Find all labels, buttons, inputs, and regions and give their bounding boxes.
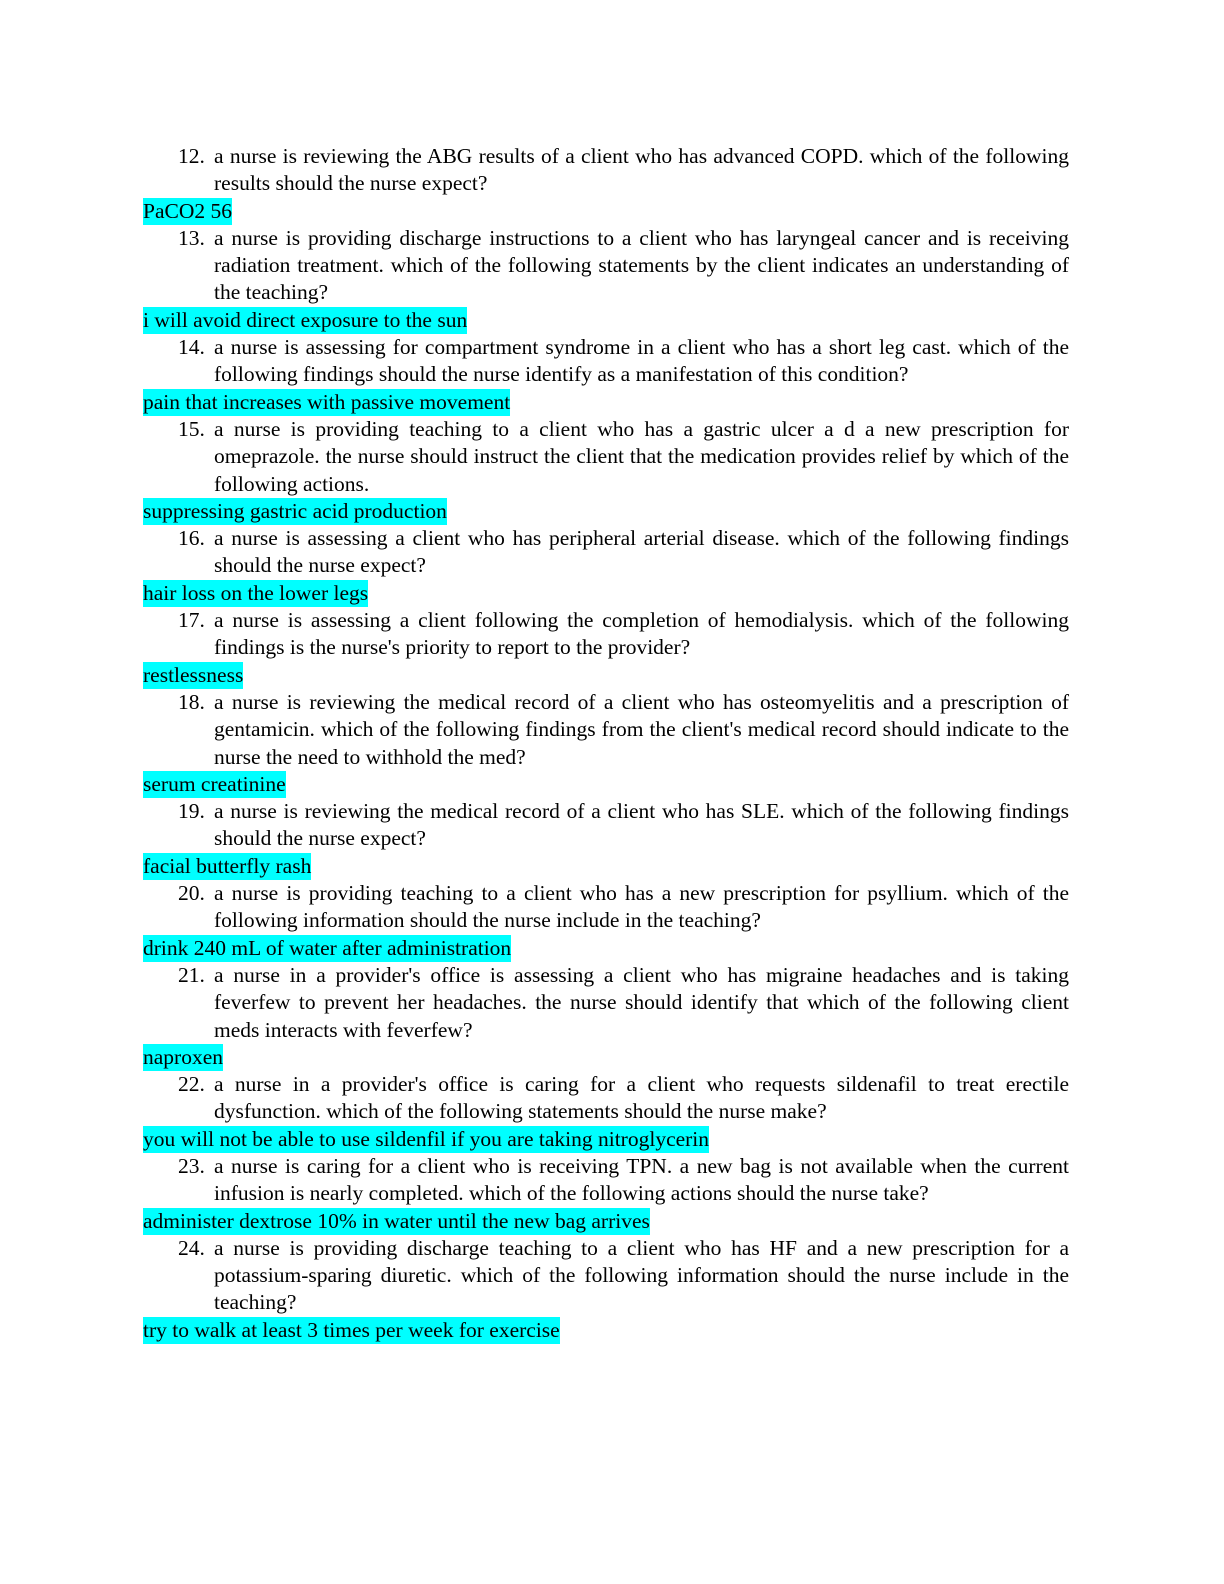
question-text: a nurse is reviewing the medical record of a client who has SLE. which of the following findings should the nurse expect?: [214, 799, 1069, 851]
question-text: a nurse is assessing for compartment syndrome in a client who has a short leg cast. which of the following findings should the nurse identify as a manifestation of this condition?: [214, 335, 1069, 387]
question-text: a nurse is assessing a client who has peripheral arterial disease. which of the following findings should the nurse expect?: [214, 526, 1069, 578]
highlighted-answer: you will not be able to use sildenfil if you are taking nitroglycerin: [143, 1126, 710, 1151]
question-item: [143, 1071, 1069, 1153]
highlighted-answer: try to walk at least 3 times per week for exercise: [143, 1317, 560, 1342]
highlighted-answer: administer dextrose 10% in water until the new bag arrives: [143, 1208, 650, 1233]
answer-block: [143, 198, 1069, 225]
question-block: [143, 962, 1069, 1044]
question-number: 21.: [178, 962, 205, 987]
question-item: [143, 225, 1069, 334]
answer-block: [143, 580, 1069, 607]
highlighted-answer: serum creatinine: [143, 771, 286, 796]
question-block: [143, 334, 1069, 389]
question-number: 23.: [178, 1153, 205, 1178]
question-item: [143, 798, 1069, 880]
question-number: 20.: [178, 881, 205, 906]
answer-block: [143, 1044, 1069, 1071]
question-block: [143, 689, 1069, 771]
question-number: 22.: [178, 1072, 205, 1097]
question-number: 16.: [178, 526, 205, 551]
question-text: a nurse is reviewing the ABG results of a client who has advanced COPD. which of the following results should the nurse expect?: [214, 144, 1069, 196]
answer-block: [143, 935, 1069, 962]
answer-block: [143, 307, 1069, 334]
answer-block: [143, 1208, 1069, 1235]
question-item: [143, 880, 1069, 962]
highlighted-answer: drink 240 mL of water after administration: [143, 935, 512, 960]
question-block: [143, 225, 1069, 307]
question-item: [143, 416, 1069, 525]
question-item: [143, 962, 1069, 1071]
document-page: [143, 143, 1069, 1344]
question-number: 17.: [178, 608, 205, 633]
answer-block: [143, 771, 1069, 798]
question-text: a nurse is reviewing the medical record of a client who has osteomyelitis and a prescription of gentamicin. which of the following findings from the client's medical record should indicate to the nurse the need to withhold the med?: [214, 689, 1069, 769]
answer-block: [143, 1317, 1069, 1344]
highlighted-answer: PaCO2 56: [143, 198, 232, 223]
question-block: [143, 798, 1069, 853]
question-block: [143, 416, 1069, 498]
highlighted-answer: pain that increases with passive movement: [143, 389, 511, 414]
question-item: [143, 607, 1069, 689]
question-item: [143, 525, 1069, 607]
question-text: a nurse is providing teaching to a client who has a new prescription for psyllium. which of the following information should the nurse include in the teaching?: [214, 881, 1069, 933]
highlighted-answer: suppressing gastric acid production: [143, 498, 447, 523]
question-text: a nurse is providing discharge teaching to a client who has HF and a new prescription for a potassium-sparing diuretic. which of the following information should the nurse include in the teaching?: [214, 1235, 1069, 1315]
highlighted-answer: naproxen: [143, 1044, 223, 1069]
question-number: 19.: [178, 799, 205, 824]
question-item: [143, 143, 1069, 225]
question-block: [143, 1071, 1069, 1126]
question-block: [143, 880, 1069, 935]
highlighted-answer: i will avoid direct exposure to the sun: [143, 307, 468, 332]
question-number: 24.: [178, 1235, 205, 1260]
question-item: [143, 689, 1069, 798]
question-item: [143, 1235, 1069, 1344]
question-number: 13.: [178, 225, 205, 250]
answer-block: [143, 1126, 1069, 1153]
question-block: [143, 1235, 1069, 1317]
question-item: [143, 334, 1069, 416]
question-item: [143, 1153, 1069, 1235]
question-text: a nurse in a provider's office is assessing a client who has migraine headaches and is taking feverfew to prevent her headaches. the nurse should identify that which of the following client meds interacts with feverfew?: [214, 962, 1069, 1042]
highlighted-answer: facial butterfly rash: [143, 853, 312, 878]
answer-block: [143, 498, 1069, 525]
question-block: [143, 1153, 1069, 1208]
question-block: [143, 607, 1069, 662]
question-number: 12.: [178, 144, 205, 168]
question-number: 18.: [178, 689, 205, 714]
question-block: [143, 143, 1069, 198]
answer-block: [143, 853, 1069, 880]
answer-block: [143, 389, 1069, 416]
question-text: a nurse in a provider's office is caring for a client who requests sildenafil to treat erectile dysfunction. which of the following statements should the nurse make?: [214, 1072, 1069, 1124]
highlighted-answer: restlessness: [143, 662, 244, 687]
question-text: a nurse is providing discharge instructions to a client who has laryngeal cancer and is receiving radiation treatment. which of the following statements by the client indicates an understanding of the teaching?: [214, 225, 1069, 305]
highlighted-answer: hair loss on the lower legs: [143, 580, 369, 605]
question-text: a nurse is caring for a client who is receiving TPN. a new bag is not available when the current infusion is nearly completed. which of the following actions should the nurse take?: [214, 1153, 1069, 1206]
question-text: a nurse is providing teaching to a client who has a gastric ulcer a d a new prescription for omeprazole. the nurse should instruct the client that the medication provides relief by which of the following actions.: [214, 416, 1069, 496]
question-text: a nurse is assessing a client following the completion of hemodialysis. which of the following findings is the nurse's priority to report to the provider?: [214, 608, 1069, 660]
question-number: 15.: [178, 416, 205, 441]
answer-block: [143, 662, 1069, 689]
question-block: [143, 525, 1069, 580]
question-number: 14.: [178, 335, 205, 360]
